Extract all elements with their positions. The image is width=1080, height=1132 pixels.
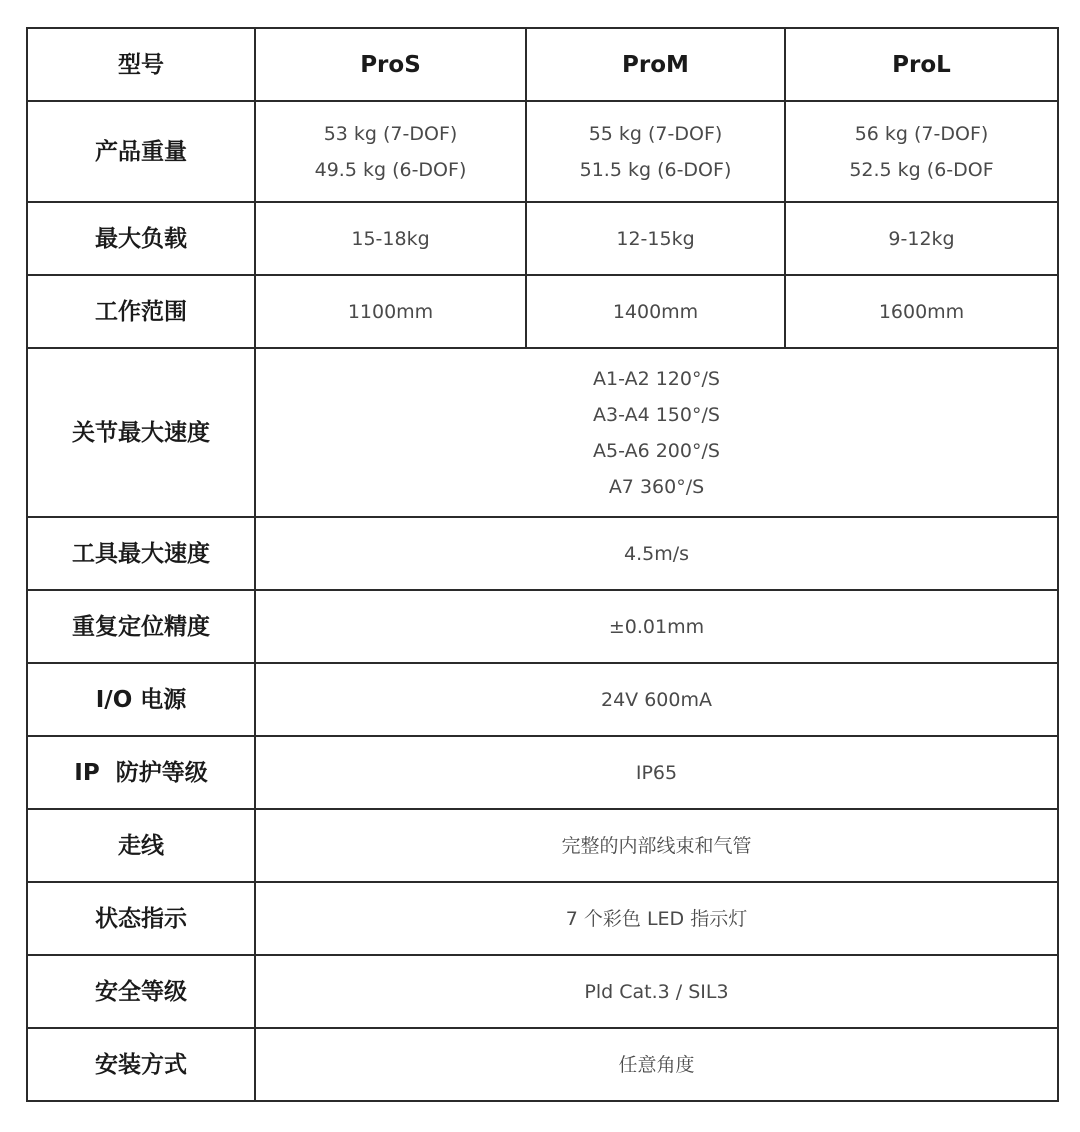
joint-speed-line: A3-A4 150°/S [593, 403, 720, 426]
row-label: 安装方式 [27, 1028, 255, 1101]
header-row [27, 28, 1058, 101]
row-label: IP 防护等级 [27, 736, 255, 809]
row-value: 7 个彩色 LED 指示灯 [255, 882, 1058, 955]
table-row-tool-speed [27, 517, 1058, 590]
payload-cell-prol: 9-12kg [785, 202, 1058, 275]
row-label: 工作范围 [27, 275, 255, 348]
weight-7dof: 53 kg (7-DOF) [323, 122, 458, 145]
row-label: 状态指示 [27, 882, 255, 955]
table-row-reach [27, 275, 1058, 348]
row-value: Pld Cat.3 / SIL3 [255, 955, 1058, 1028]
row-value: 24V 600mA [255, 663, 1058, 736]
model-name-prol: ProL [785, 28, 1058, 101]
spec-table [26, 27, 1059, 1102]
table-row-mounting [27, 1028, 1058, 1101]
weight-7dof: 56 kg (7-DOF) [854, 122, 989, 145]
payload-cell-prom: 12-15kg [526, 202, 785, 275]
joint-speed-line: A1-A2 120°/S [593, 367, 720, 390]
weight-7dof: 55 kg (7-DOF) [588, 122, 723, 145]
row-label: 重复定位精度 [27, 590, 255, 663]
payload-cell-pros: 15-18kg [255, 202, 526, 275]
joint-speed-line: A7 360°/S [608, 475, 705, 498]
weight-cell-prol [785, 101, 1058, 202]
joint-speed-cell [255, 348, 1058, 517]
header-label: 型号 [27, 28, 255, 101]
model-name-pros: ProS [255, 28, 526, 101]
weight-cell-prom [526, 101, 785, 202]
table-row-safety-level [27, 955, 1058, 1028]
row-label: 安全等级 [27, 955, 255, 1028]
table-row-ip-rating [27, 736, 1058, 809]
joint-speed-line: A5-A6 200°/S [593, 439, 720, 462]
model-name-prom: ProM [526, 28, 785, 101]
weight-6dof: 52.5 kg (6-DOF [849, 158, 994, 181]
row-label: 走线 [27, 809, 255, 882]
reach-cell-pros: 1100mm [255, 275, 526, 348]
row-label: I/O 电源 [27, 663, 255, 736]
weight-cell-pros [255, 101, 526, 202]
reach-cell-prom: 1400mm [526, 275, 785, 348]
reach-cell-prol: 1600mm [785, 275, 1058, 348]
table-row-payload [27, 202, 1058, 275]
table-row-weight [27, 101, 1058, 202]
table-row-status-indicator [27, 882, 1058, 955]
row-value: 4.5m/s [255, 517, 1058, 590]
row-value: 完整的内部线束和气管 [255, 809, 1058, 882]
row-label: 关节最大速度 [27, 348, 255, 517]
table-row-cabling [27, 809, 1058, 882]
table-row-io-power [27, 663, 1058, 736]
row-label: 产品重量 [27, 101, 255, 202]
row-label: 工具最大速度 [27, 517, 255, 590]
weight-6dof: 49.5 kg (6-DOF) [314, 158, 467, 181]
weight-6dof: 51.5 kg (6-DOF) [579, 158, 732, 181]
table-row-repeatability [27, 590, 1058, 663]
table-row-joint-speed [27, 348, 1058, 517]
row-label: 最大负载 [27, 202, 255, 275]
row-value: ±0.01mm [255, 590, 1058, 663]
row-value: IP65 [255, 736, 1058, 809]
row-value: 任意角度 [255, 1028, 1058, 1101]
